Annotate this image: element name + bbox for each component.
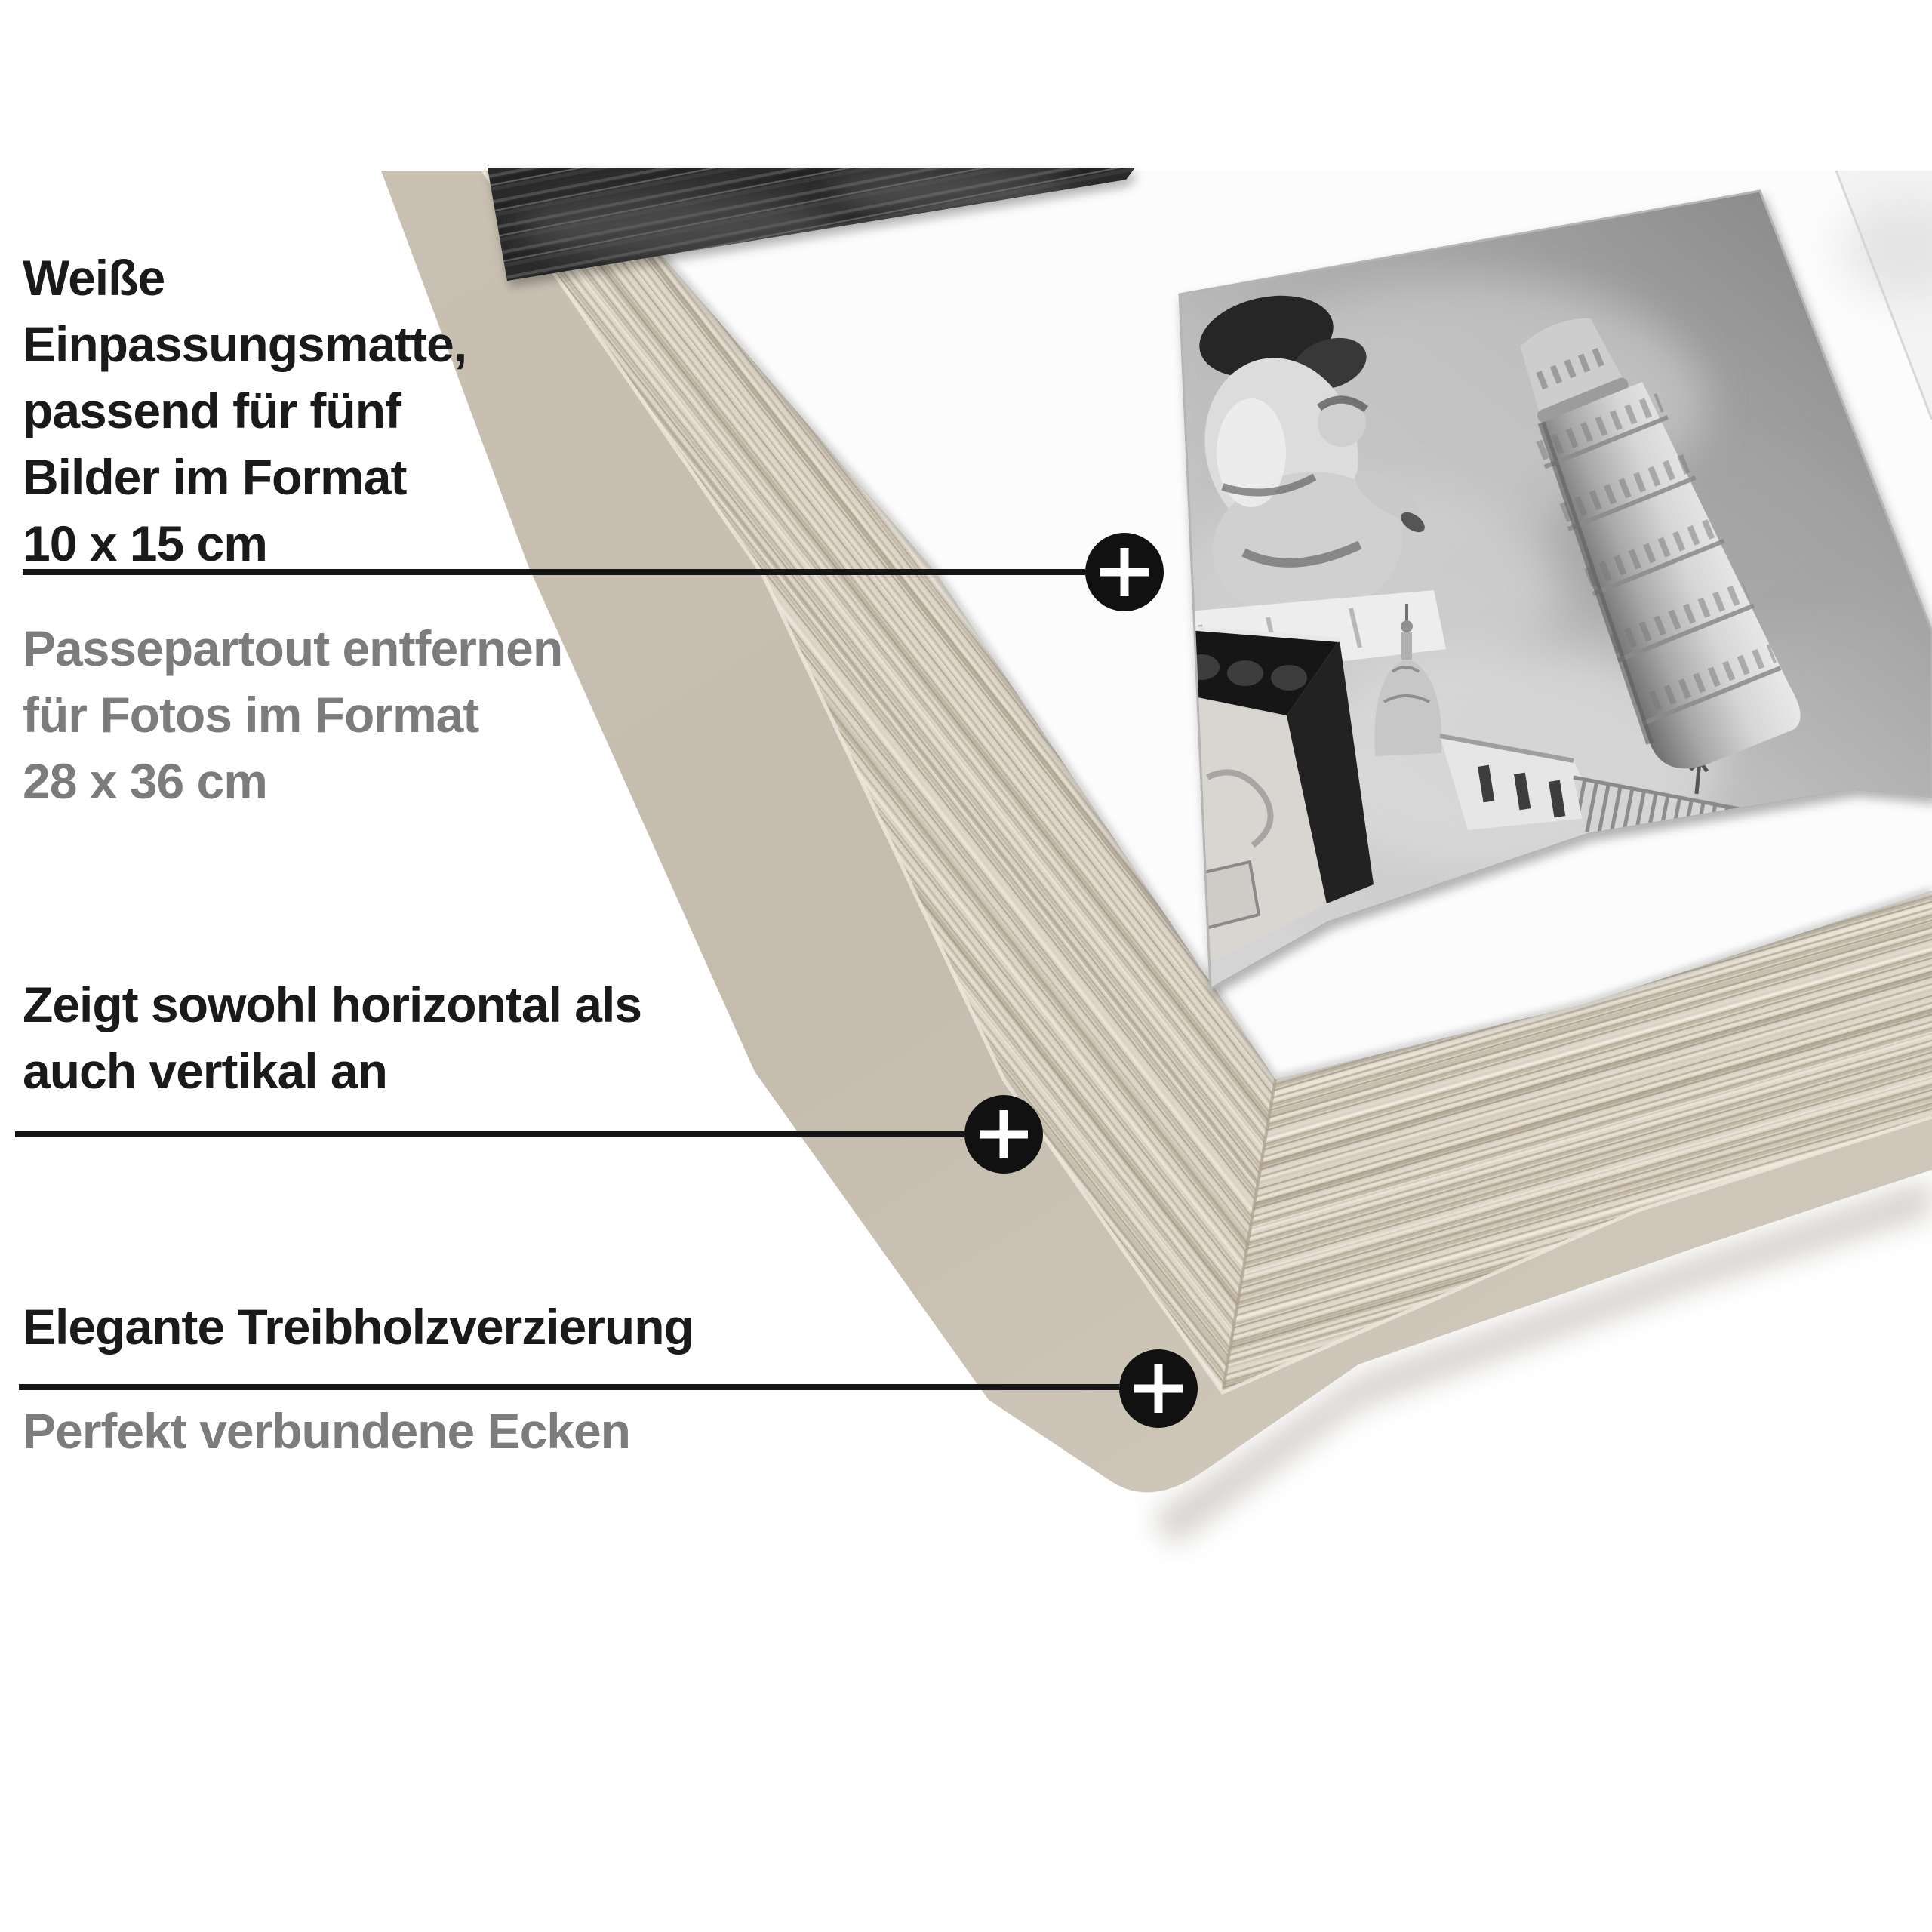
callout-line: Zeigt sowohl horizontal als: [23, 977, 642, 1032]
callout-line: Passepartout entfernen: [23, 620, 563, 676]
callout-line: Weiße: [23, 250, 165, 306]
callout-orientation-title: [23, 971, 641, 1104]
callout-mat-subtitle: [23, 615, 562, 814]
callout-line: für Fotos im Format: [23, 687, 479, 743]
callout-line: 10 x 15 cm: [23, 515, 267, 571]
callout-line: 28 x 36 cm: [23, 753, 267, 809]
callout-mat-title: [23, 245, 466, 577]
callout-driftwood-title: [23, 1294, 694, 1360]
callout-corners-subtitle: [23, 1398, 630, 1464]
callout-line: Perfekt verbundene Ecken: [23, 1403, 630, 1459]
callout-line: Elegante Treibholzverzierung: [23, 1299, 694, 1355]
callout-line: Einpassungsmatte,: [23, 316, 467, 372]
callout-line: Bilder im Format: [23, 449, 407, 505]
callout-line: auch vertikal an: [23, 1043, 387, 1099]
callout-line: passend für fünf: [23, 383, 401, 438]
